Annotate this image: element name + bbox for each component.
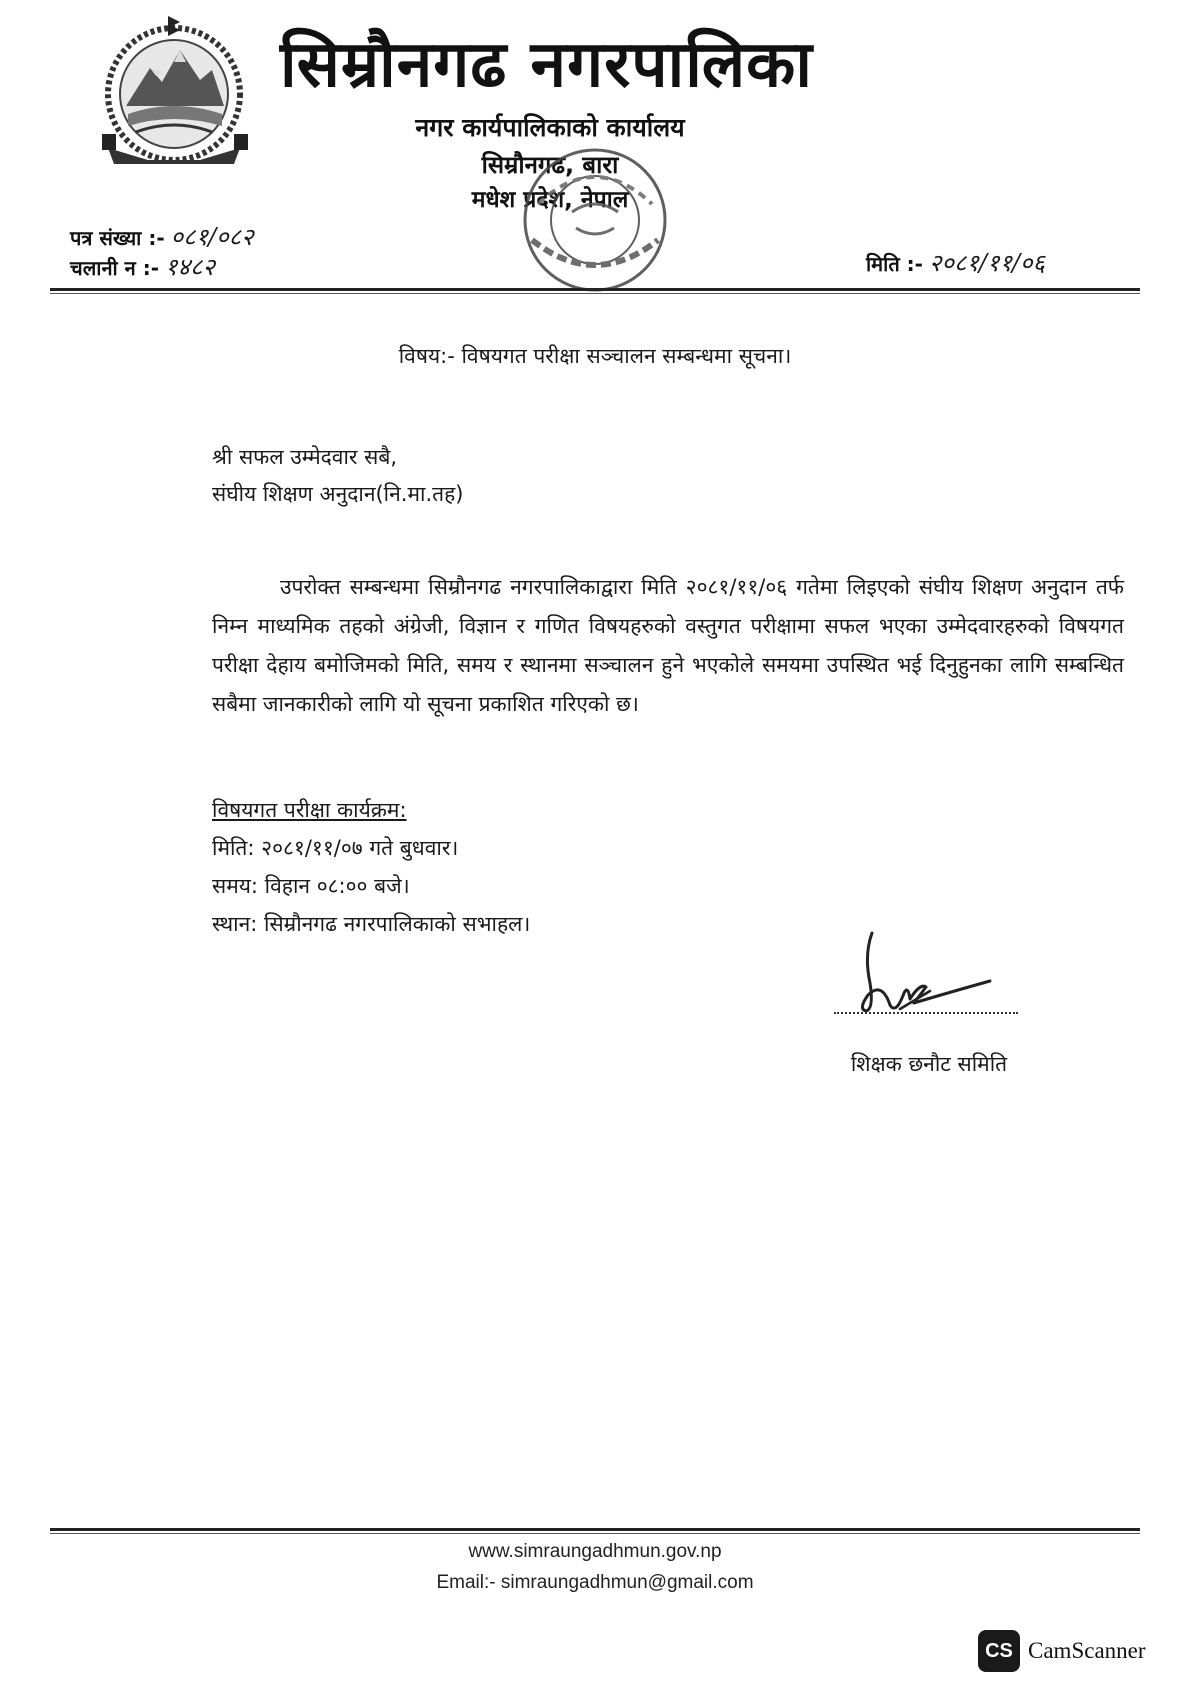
office-location-line-2: मधेश प्रदेश, नेपाल — [471, 187, 629, 213]
dispatch-number-value: १४८२ — [165, 253, 215, 281]
header-divider-thin — [50, 293, 1140, 294]
program-time: समय: विहान ०८:०० बजे। — [212, 874, 410, 898]
letter-number-value: ०८१/०८२ — [170, 223, 254, 251]
program-venue: स्थान: सिम्रौनगढ नगरपालिकाको सभाहल। — [212, 912, 531, 936]
addressee-line-1: श्री सफल उम्मेदवार सबै, — [212, 445, 398, 469]
letter-number-label: पत्र संख्या :- — [70, 226, 165, 250]
dispatch-number — [70, 250, 215, 283]
footer-website: www.simraungadhmun.gov.np — [468, 1541, 722, 1562]
dispatch-number-label: चलानी न :- — [70, 256, 160, 280]
notice-body: उपरोक्त सम्बन्धमा सिम्रौनगढ नगरपालिकाद्वारा मिति २०८१/११/०६ गतेमा लिइएको संघीय शिक्षण अनुदान तर्फ निम्न माध्यमिक तहको अंग्रेजी, विज्ञान र गणित विषयहरुको वस्तुगत परीक्षामा सफल भएका उम्मेदवारहरुको विषयगत परीक्षा देहाय बमोजिमको मिति, समय र स्थानमा सञ्चालन हुने भएकोले समयमा उपस्थित भई दिनुहुनका लागि सम्बन्धित सबैमा जानकारीको लागि यो सूचना प्रकाशित गरिएको छ। — [212, 575, 1124, 716]
office-name: नगर कार्यपालिकाको कार्यालय — [415, 113, 685, 142]
office-location-line-1: सिम्रौनगढ, बारा — [481, 151, 619, 179]
office-seal-stamp — [510, 140, 680, 300]
letter-number — [70, 220, 254, 253]
letter-date-label: मिति :- — [866, 252, 923, 276]
camscanner-label: CamScanner — [1028, 1638, 1146, 1663]
signatory-name: शिक्षक छनौट समिति — [850, 1052, 1008, 1076]
signature-line — [834, 1012, 1018, 1014]
nepal-emblem-icon — [88, 14, 262, 174]
letter-subject: विषय:- विषयगत परीक्षा सञ्चालन सम्बन्धमा सूचना। — [398, 344, 792, 368]
organization-title: सिम्रौनगढ नगरपालिका — [280, 28, 813, 102]
footer-divider — [50, 1528, 1140, 1531]
handwritten-signature — [850, 925, 1000, 1035]
footer-email: Email:- simraungadhmun@gmail.com — [436, 1572, 754, 1593]
header-divider — [50, 288, 1140, 291]
camscanner-badge — [978, 1630, 1178, 1674]
footer-divider-thin — [50, 1533, 1140, 1534]
camscanner-logo-icon: CS — [978, 1630, 1020, 1672]
letter-date — [866, 246, 1045, 279]
addressee-line-2: संघीय शिक्षण अनुदान(नि.मा.तह) — [212, 482, 464, 506]
letter-date-value: २०८१/११/०६ — [928, 249, 1045, 277]
program-heading: विषयगत परीक्षा कार्यक्रम: — [212, 798, 407, 822]
program-date: मिति: २०८१/११/०७ गते बुधवार। — [212, 836, 459, 860]
